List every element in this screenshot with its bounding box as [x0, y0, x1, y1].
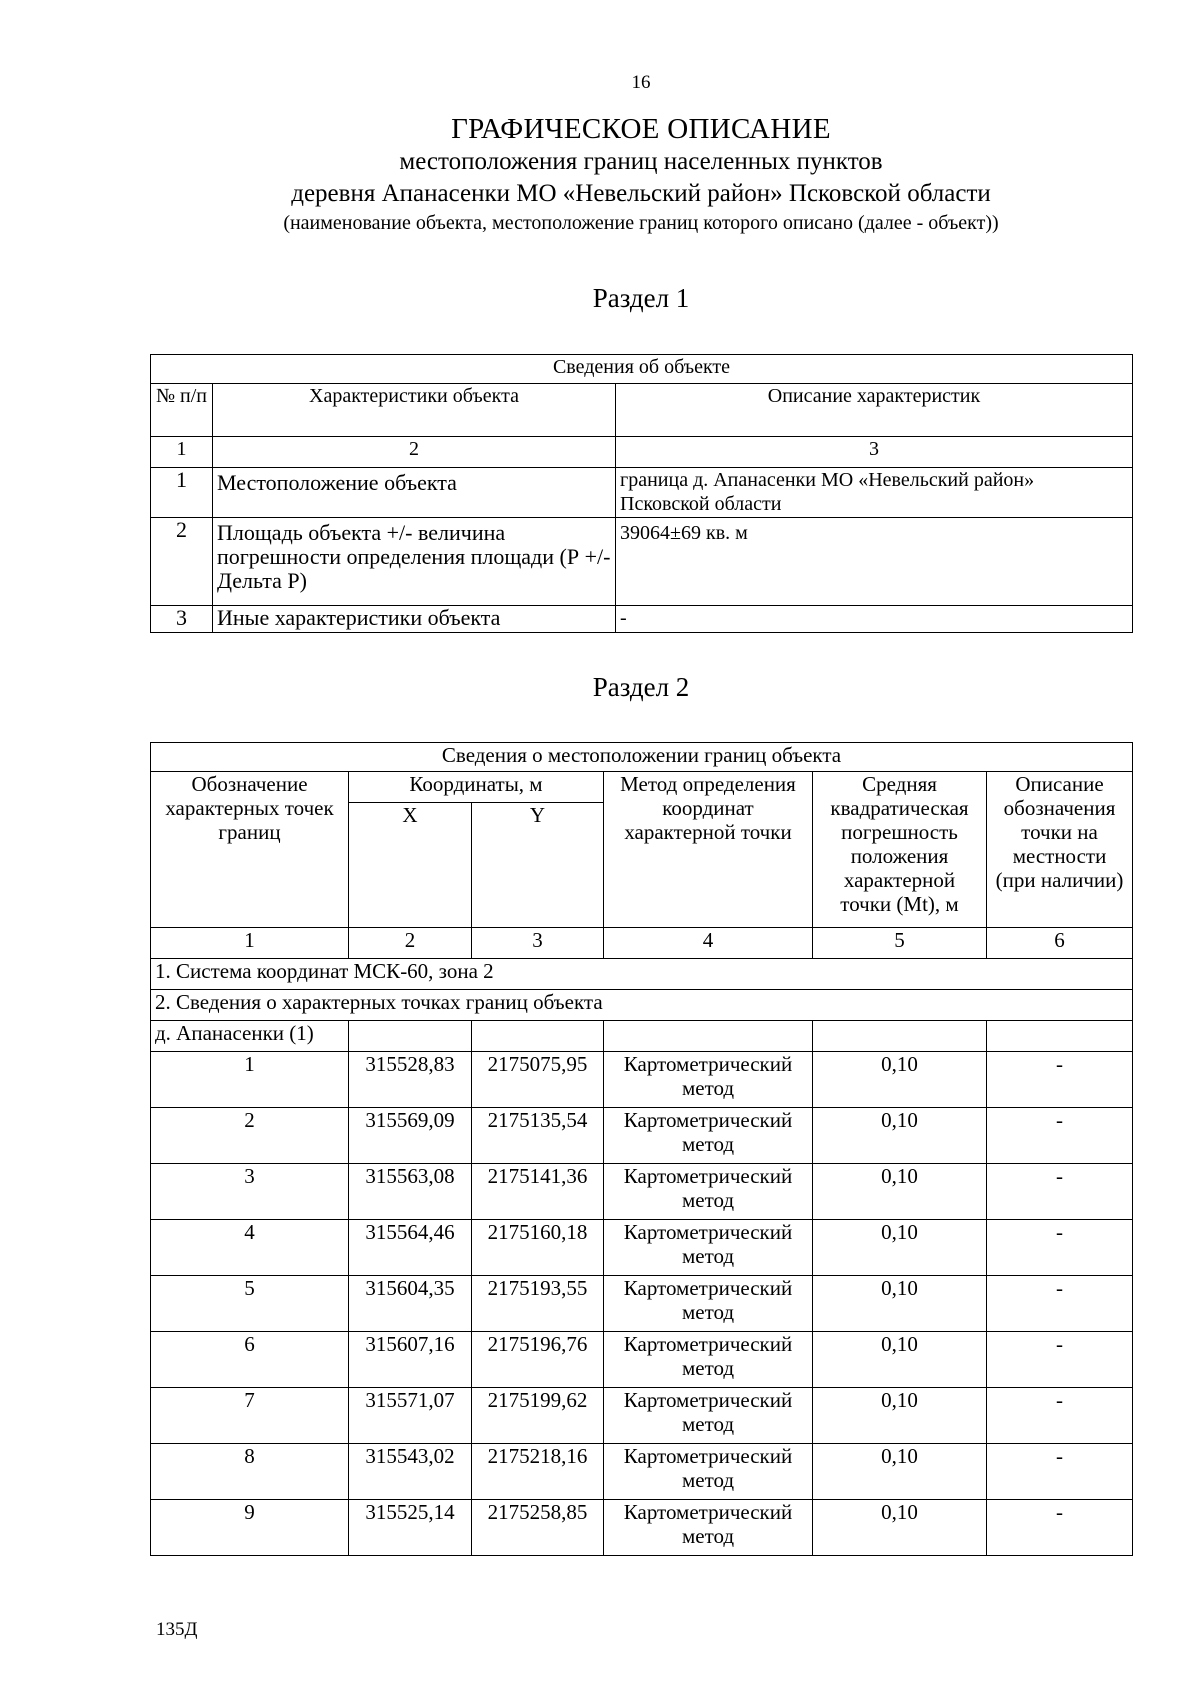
- point-description: -: [987, 1444, 1133, 1500]
- coord-y: 2175075,95: [472, 1052, 604, 1108]
- coord-system: 1. Система координат МСК-60, зона 2: [151, 959, 1133, 990]
- table-row: [151, 1500, 1133, 1556]
- point-description: -: [987, 1500, 1133, 1556]
- coord-x: 315543,02: [349, 1444, 472, 1500]
- row-value: -: [616, 606, 1133, 633]
- mt-error: 0,10: [813, 1276, 987, 1332]
- coord-y: 2175218,16: [472, 1444, 604, 1500]
- point-id: 3: [151, 1164, 349, 1220]
- object-info-table: [150, 354, 1133, 633]
- table-row: [151, 518, 1133, 606]
- coord-x: 315563,08: [349, 1164, 472, 1220]
- row-value: 39064±69 кв. м: [616, 518, 1133, 606]
- page-number: 16: [631, 72, 651, 93]
- coord-y: 2175141,36: [472, 1164, 604, 1220]
- mt-error: 0,10: [813, 1052, 987, 1108]
- header-x: X: [349, 803, 472, 928]
- point-id: 2: [151, 1108, 349, 1164]
- row-name: Площадь объекта +/- величина погрешности определения площади (Р +/- Дельта Р): [213, 518, 616, 606]
- title-object: деревня Апанасенки МО «Невельский район» Псковской области: [291, 180, 991, 207]
- mt-error: 0,10: [813, 1164, 987, 1220]
- document-title: [0, 112, 1200, 236]
- point-description: -: [987, 1332, 1133, 1388]
- point-id: 9: [151, 1500, 349, 1556]
- coord-x: 315607,16: [349, 1332, 472, 1388]
- coord-x: 315528,83: [349, 1052, 472, 1108]
- method: Картометрический метод: [604, 1220, 813, 1276]
- row-num: 1: [151, 468, 213, 518]
- table-row: [151, 1108, 1133, 1164]
- point-description: -: [987, 1052, 1133, 1108]
- header-coords: Координаты, м: [349, 772, 604, 803]
- table-row: [151, 1332, 1133, 1388]
- point-description: -: [987, 1220, 1133, 1276]
- mt-error: 0,10: [813, 1108, 987, 1164]
- table-row: [151, 606, 1133, 633]
- header-points: Обозначение характерных точек границ: [151, 772, 349, 928]
- coord-y: 2175135,54: [472, 1108, 604, 1164]
- section2-heading: Раздел 2: [592, 672, 690, 702]
- footer-code: 135Д: [156, 1619, 198, 1640]
- table-row: [151, 468, 1133, 518]
- row-num: 2: [151, 518, 213, 606]
- mt-error: 0,10: [813, 1388, 987, 1444]
- coord-x: 315569,09: [349, 1108, 472, 1164]
- point-description: -: [987, 1164, 1133, 1220]
- coord-x: 315525,14: [349, 1500, 472, 1556]
- point-id: 5: [151, 1276, 349, 1332]
- col-number: 6: [987, 928, 1133, 959]
- header-y: Y: [472, 803, 604, 928]
- point-id: 4: [151, 1220, 349, 1276]
- table-row: [151, 1444, 1133, 1500]
- point-id: 8: [151, 1444, 349, 1500]
- coord-x: 315604,35: [349, 1276, 472, 1332]
- col-number: 3: [472, 928, 604, 959]
- settlement-name: д. Апанасенки (1): [151, 1021, 349, 1052]
- point-id: 1: [151, 1052, 349, 1108]
- coord-x: 315564,46: [349, 1220, 472, 1276]
- coord-x: 315571,07: [349, 1388, 472, 1444]
- header-error: Средняя квадратическая погрешность положения характерной точки (Mt), м: [813, 772, 987, 928]
- header-description: Описание характеристик: [616, 384, 1133, 437]
- mt-error: 0,10: [813, 1332, 987, 1388]
- point-description: -: [987, 1388, 1133, 1444]
- title-subtitle: местоположения границ населенных пунктов: [399, 148, 883, 175]
- point-id: 7: [151, 1388, 349, 1444]
- boundary-points-table: [150, 742, 1133, 1556]
- method: Картометрический метод: [604, 1276, 813, 1332]
- mt-error: 0,10: [813, 1220, 987, 1276]
- mt-error: 0,10: [813, 1444, 987, 1500]
- row-num: 3: [151, 606, 213, 633]
- coord-y: 2175193,55: [472, 1276, 604, 1332]
- col-number: 4: [604, 928, 813, 959]
- method: Картометрический метод: [604, 1388, 813, 1444]
- table-row: [151, 1052, 1133, 1108]
- method: Картометрический метод: [604, 1108, 813, 1164]
- coord-y: 2175199,62: [472, 1388, 604, 1444]
- table-row: [151, 1388, 1133, 1444]
- table-row: [151, 1220, 1133, 1276]
- method: Картометрический метод: [604, 1332, 813, 1388]
- method: Картометрический метод: [604, 1164, 813, 1220]
- header-method: Метод определения координат характерной точки: [604, 772, 813, 928]
- mt-error: 0,10: [813, 1500, 987, 1556]
- method: Картометрический метод: [604, 1500, 813, 1556]
- point-description: -: [987, 1276, 1133, 1332]
- col-number: 1: [151, 437, 213, 468]
- header-characteristics: Характеристики объекта: [213, 384, 616, 437]
- table-row: [151, 1276, 1133, 1332]
- col-number: 5: [813, 928, 987, 959]
- point-description: -: [987, 1108, 1133, 1164]
- coord-y: 2175258,85: [472, 1500, 604, 1556]
- coord-y: 2175196,76: [472, 1332, 604, 1388]
- points-caption: 2. Сведения о характерных точках границ объекта: [151, 990, 1133, 1021]
- col-number: 2: [349, 928, 472, 959]
- row-value: граница д. Апанасенки МО «Невельский район» Псковской области: [616, 468, 1133, 518]
- row-name: Местоположение объекта: [213, 468, 616, 518]
- col-number: 1: [151, 928, 349, 959]
- coord-y: 2175160,18: [472, 1220, 604, 1276]
- col-number: 2: [213, 437, 616, 468]
- table-caption: Сведения о местоположении границ объекта: [151, 743, 1133, 772]
- method: Картометрический метод: [604, 1052, 813, 1108]
- section1-heading: Раздел 1: [592, 283, 690, 313]
- title-note: (наименование объекта, местоположение границ которого описано (далее - объект)): [283, 212, 999, 234]
- header-description: Описание обозначения точки на местности (при наличии): [987, 772, 1133, 928]
- row-name: Иные характеристики объекта: [213, 606, 616, 633]
- table-row: [151, 1164, 1133, 1220]
- table-caption: Сведения об объекте: [151, 355, 1133, 384]
- method: Картометрический метод: [604, 1444, 813, 1500]
- col-number: 3: [616, 437, 1133, 468]
- title-main: ГРАФИЧЕСКОЕ ОПИСАНИЕ: [451, 113, 831, 145]
- header-num: № п/п: [151, 384, 213, 437]
- point-id: 6: [151, 1332, 349, 1388]
